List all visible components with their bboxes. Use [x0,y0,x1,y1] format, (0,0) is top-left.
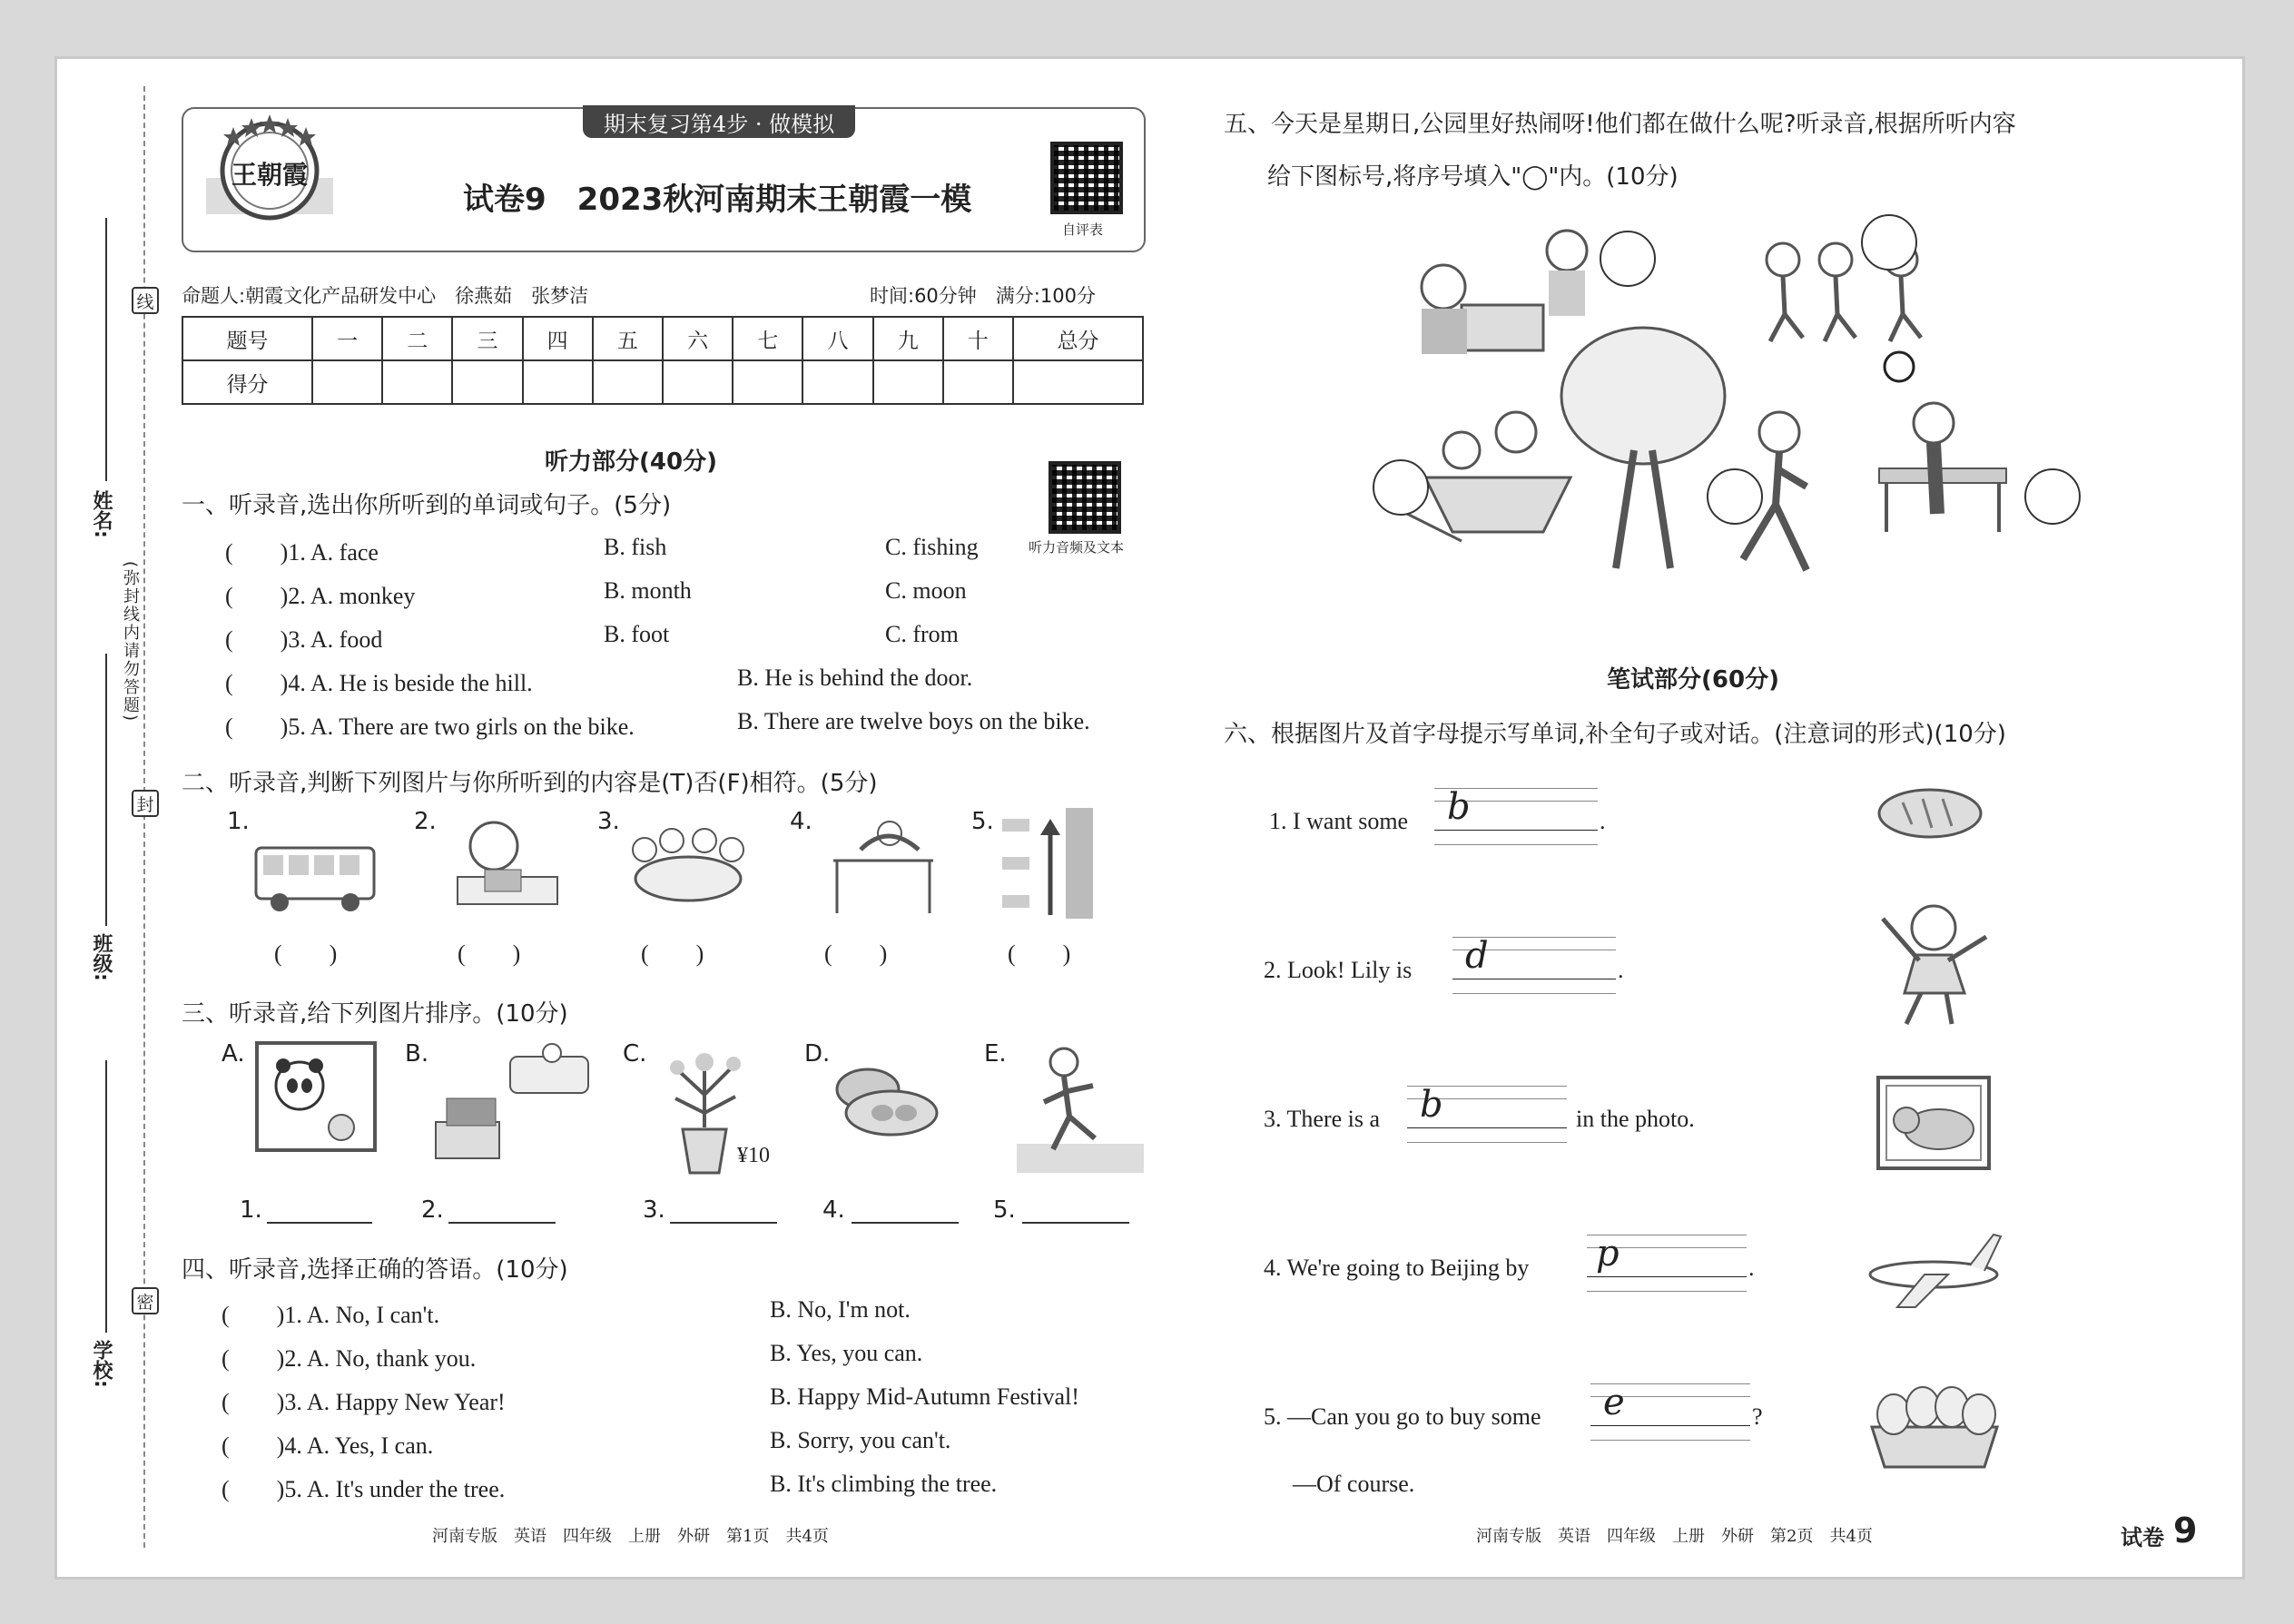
s3-order-blank-3[interactable] [670,1222,777,1224]
s3-order-blank-4[interactable] [852,1222,959,1224]
s1-q3-b: B. foot [604,621,670,647]
bear-photo-picture [1876,1075,1992,1171]
score-cell[interactable] [733,360,802,404]
height-chart-picture [999,806,1098,920]
time-score: 时间:60分钟 满分:100分 [870,285,1096,307]
seal-mark-xian: 线 [132,287,159,314]
s1-q1-a: ( )1. A. face [225,539,379,566]
paper-tag-number: 9 [2173,1511,2198,1550]
s6-q4-prompt: 4. We're going to Beijing by [1264,1255,1530,1281]
score-cell[interactable] [382,360,452,404]
score-header-cell: 九 [873,317,943,360]
section-3-title: 三、听录音,给下列图片排序。(10分) [182,1000,568,1028]
section-4-title: 四、听录音,选择正确的答语。(10分) [182,1256,568,1284]
s3-letter: B. [405,1040,429,1068]
s4-q3-a: ( )3. A. Happy New Year! [222,1389,506,1415]
s1-q1-b: B. fish [604,534,667,560]
bread-picture [1876,784,1984,842]
high-jump-picture [824,813,942,917]
authors: 命题人:朝霞文化产品研发中心 徐燕茹 张梦洁 [182,285,589,307]
s2-answer-2[interactable]: ( ) [458,940,521,967]
s6-q2-hint-letter: d [1465,935,1489,977]
scene-answer-circle-4[interactable] [1707,468,1763,525]
scene-answer-circle-3[interactable] [1373,459,1429,516]
scene-answer-circle-2[interactable] [1861,214,1917,271]
s2-num: 3. [597,808,620,835]
s6-q2-end: . [1618,957,1624,983]
s6-q1-hint-letter: b [1447,786,1471,828]
section-5-title-line1: 五、今天是星期日,公园里好热闹呀!他们都在做什么呢?听录音,根据所听内容 [1224,111,2016,138]
s2-answer-3[interactable]: ( ) [641,940,704,967]
score-header-cell: 总分 [1013,317,1143,360]
score-header-cell: 题号 [182,317,312,360]
qr-code[interactable] [1050,142,1123,214]
s1-q1-c: C. fishing [885,534,979,560]
family-dinner-picture [625,815,752,917]
s1-q3-a: ( )3. A. food [225,626,383,653]
s4-q2-b: B. Yes, you can. [770,1340,923,1366]
s3-order-num: 3. [643,1196,665,1224]
s3-order-num: 1. [240,1196,262,1224]
s2-num: 5. [971,808,994,835]
seal-note: (弥封线内请勿答题) [121,561,140,723]
s4-q3-b: B. Happy Mid-Autumn Festival! [770,1383,1079,1410]
s3-order-num: 2. [421,1196,444,1224]
seal-mark-mi: 密 [132,1287,159,1314]
writing-title: 笔试部分(60分) [1607,666,1779,694]
audio-qr-label: 听力音频及文本 [1029,539,1125,556]
score-cell[interactable] [802,360,872,404]
airplane-picture [1861,1229,2006,1311]
s4-q2-a: ( )2. A. No, thank you. [222,1345,477,1372]
s3-letter: A. [222,1040,245,1068]
section-2-title: 二、听录音,判断下列图片与你所听到的内容是(T)否(F)相符。(5分) [182,770,878,797]
s2-answer-1[interactable]: ( ) [274,940,338,967]
s2-num: 2. [414,808,437,835]
s6-q3-hint-letter: b [1420,1084,1443,1126]
s1-q2-c: C. moon [885,577,967,604]
s1-q2-b: B. month [604,577,692,604]
score-header-cell: 八 [802,317,872,360]
s6-q3-end: in the photo. [1576,1106,1695,1132]
boy-running-picture [1017,1044,1144,1173]
s3-order-num: 4. [822,1196,845,1224]
s3-letter: C. [623,1040,647,1068]
s3-order-blank-2[interactable] [448,1222,556,1224]
section-5-title-line2: 给下图标号,将序号填入"◯"内。(10分) [1267,163,1679,191]
score-header-cell: 七 [733,317,802,360]
score-cell[interactable] [663,360,733,404]
s1-q4-a: ( )4. A. He is beside the hill. [225,670,533,696]
s3-price-tag: ¥10 [737,1144,770,1167]
name-label: 姓名: [90,490,113,538]
section-1-title: 一、听录音,选出你所听到的单词或句子。(5分) [182,492,672,519]
score-header-cell: 五 [593,317,663,360]
class-label: 班级: [90,933,113,981]
score-cell[interactable] [593,360,663,404]
bus-picture [252,830,389,917]
s2-answer-4[interactable]: ( ) [824,940,888,967]
girl-dancing-picture [1870,891,1997,1028]
footer-right: 河南专版 英语 四年级 上册 外研 第2页 共4页 [1476,1527,1873,1546]
score-header-cell: 六 [663,317,733,360]
score-header-cell: 一 [312,317,382,360]
s6-q5-reply: —Of course. [1293,1471,1415,1497]
listening-title: 听力部分(40分) [545,448,717,476]
paper-tag: 试卷 [2121,1525,2164,1550]
score-cell[interactable] [943,360,1013,404]
s1-q2-a: ( )2. A. monkey [225,583,416,609]
s4-q1-a: ( )1. A. No, I can't. [222,1302,440,1328]
park-scene-picture [1371,214,2079,586]
score-cell[interactable] [312,360,382,404]
score-header-cell: 三 [452,317,522,360]
s6-q5-prompt: 5. —Can you go to buy some [1264,1403,1541,1430]
s4-q4-a: ( )4. A. Yes, I can. [222,1432,434,1459]
score-header-cell: 二 [382,317,452,360]
score-cell[interactable] [873,360,943,404]
s4-q5-a: ( )5. A. It's under the tree. [222,1476,506,1502]
s1-q4-b: B. He is behind the door. [737,664,973,691]
name-field[interactable] [105,218,107,481]
s4-q4-b: B. Sorry, you can't. [770,1427,951,1453]
scene-answer-circle-1[interactable] [1600,231,1656,287]
peanuts-picture [828,1058,942,1146]
s6-q5-hint-letter: e [1603,1382,1625,1423]
audio-qr-code[interactable] [1049,461,1121,534]
s6-q1-prompt: 1. I want some [1269,808,1409,834]
score-cell[interactable] [523,360,593,404]
school-field[interactable] [105,1060,107,1333]
s3-letter: E. [984,1040,1007,1068]
s6-q5-end: ? [1752,1403,1763,1430]
boy-reading-picture [439,813,566,917]
score-header-cell: 四 [523,317,593,360]
s3-order-num: 5. [993,1196,1016,1224]
score-table-score-row [182,360,1143,404]
s6-q4-hint-letter: p [1596,1233,1620,1275]
s3-order-blank-1[interactable] [267,1222,372,1224]
s2-num: 1. [227,808,250,835]
score-table [182,316,1144,405]
s1-q5-a: ( )5. A. There are two girls on the bike. [225,714,635,740]
s4-q5-b: B. It's climbing the tree. [770,1471,998,1497]
s6-q1-end: . [1600,808,1606,834]
brand-logo [202,114,338,238]
s2-num: 4. [790,808,812,835]
s3-order-blank-5[interactable] [1022,1222,1129,1224]
s1-q3-c: C. from [885,621,959,647]
score-cell[interactable] [1013,360,1143,404]
s6-q3-prompt: 3. There is a [1264,1106,1381,1132]
s3-letter: D. [804,1040,831,1068]
s2-answer-5[interactable]: ( ) [1008,940,1071,967]
scene-answer-circle-5[interactable] [2024,468,2081,525]
section-6-title: 六、根据图片及首字母提示写单词,补全句子或对话。(注意词的形式)(10分) [1224,721,2006,748]
s6-q4-end: . [1748,1255,1755,1281]
panda-painting-picture [254,1040,378,1153]
class-field[interactable] [105,654,107,926]
school-label: 学校: [90,1340,113,1388]
s4-q1-b: B. No, I'm not. [770,1296,911,1323]
score-cell[interactable] [452,360,522,404]
qr-label: 自评表 [1062,221,1104,238]
logo-text: 王朝霞 [231,160,309,190]
s1-q5-b: B. There are twelve boys on the bike. [737,708,1090,734]
seal-mark-feng: 封 [132,790,159,817]
score-table-header-row [182,317,1143,360]
tv-sofa-picture [432,1040,596,1162]
exam-title: 试卷9 2023秋河南期末王朝霞一模 [463,182,972,218]
eggs-picture [1866,1376,2003,1471]
flower-plant-picture [659,1040,750,1176]
score-header-cell: 十 [943,317,1013,360]
footer-left: 河南专版 英语 四年级 上册 外研 第1页 共4页 [432,1527,829,1546]
header-banner: 期末复习第4步 · 做模拟 [583,105,855,138]
score-row-label: 得分 [182,360,312,404]
header-box [182,107,1146,252]
s6-q2-prompt: 2. Look! Lily is [1264,957,1413,983]
